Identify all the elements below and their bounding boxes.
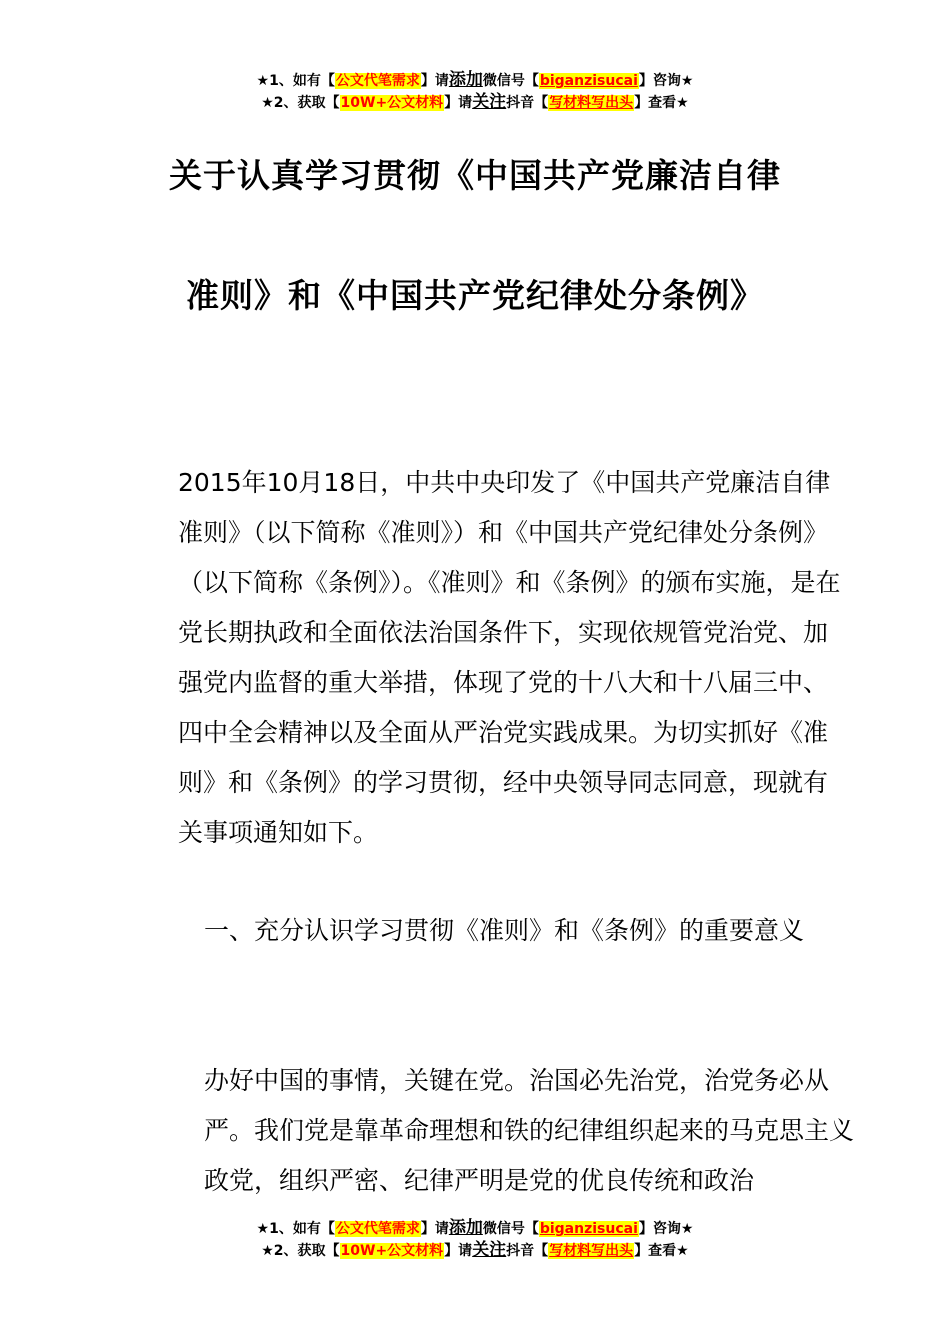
banner-line-2: ★2、获取【10W+公文材料】请关注抖音【写材料写出头】查看★	[261, 92, 689, 112]
highlight-materials: 10W+公文材料	[340, 95, 444, 111]
bottom-banner	[0, 1218, 950, 1262]
highlight-douyin-id[interactable]: 写材料写出头	[549, 1243, 634, 1259]
section-heading-1: 一、充分认识学习贯彻《准则》和《条例》的重要意义	[204, 916, 805, 945]
banner-line-1: ★1、如有【公文代笔需求】请添加微信号【biganzisucai】咨询★	[256, 1218, 694, 1238]
highlight-wechat-id[interactable]: biganzisucai	[539, 73, 638, 89]
highlight-douyin-id[interactable]: 写材料写出头	[549, 95, 634, 111]
document-title-line-1: 关于认真学习贯彻《中国共产党廉洁自律	[169, 156, 781, 195]
highlight-materials: 10W+公文材料	[340, 1243, 444, 1259]
banner-line-2: ★2、获取【10W+公文材料】请关注抖音【写材料写出头】查看★	[261, 1240, 689, 1260]
body-paragraph-2: 办好中国的事情，关键在党。治国必先治党，治党务必从严。我们党是靠革命理想和铁的纪律组织起来的马克思主义政党，组织严密、纪律严明是党的优良传统和政治	[204, 1066, 855, 1195]
highlight-wechat-id[interactable]: biganzisucai	[539, 1221, 638, 1237]
top-banner	[0, 70, 950, 114]
banner-line-1: ★1、如有【公文代笔需求】请添加微信号【biganzisucai】咨询★	[256, 70, 694, 90]
body-paragraph-1: 2015年10月18日，中共中央印发了《中国共产党廉洁自律准则》（以下简称《准则》）和《中国共产党纪律处分条例》（以下简称《条例》）。《准则》和《条例》的颁布实施，是在党长期执政和全面依法治国条件下，实现依规管党治党、加强党内监督的重大举措，体现了党的十八大和十八届三中、四中全会精神以及全面从严治党实践成果。为切实抓好《准则》和《条例》的学习贯彻，经中央领导同志同意，现就有关事项通知如下。	[178, 468, 841, 847]
highlight-writing-service: 公文代笔需求	[335, 73, 420, 89]
document-title-line-2: 准则》和《中国共产党纪律处分条例》	[186, 276, 764, 315]
highlight-writing-service: 公文代笔需求	[335, 1221, 420, 1237]
